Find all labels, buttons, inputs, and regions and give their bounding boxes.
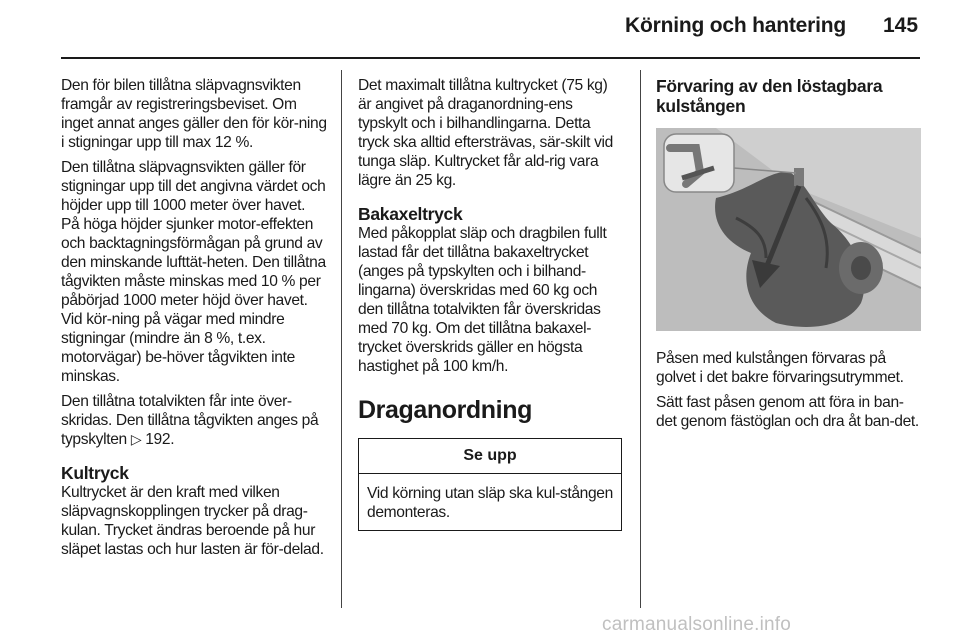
page-header-title: Körning och hantering bbox=[625, 14, 846, 37]
watermark: carmanualsonline.info bbox=[602, 614, 792, 635]
page-reference-arrow-icon: ▷ bbox=[130, 431, 142, 447]
heading-storage: Förvaring av den löstagbara kulstången bbox=[656, 76, 883, 116]
caution-text: Vid körning utan släp ska kul-stången demonteras. bbox=[367, 485, 613, 521]
column-right bbox=[656, 76, 922, 437]
column-middle bbox=[358, 76, 624, 531]
paragraph-bag-fastening: Sätt fast påsen genom att föra in ban-det genom fästöglan och dra åt ban-det. bbox=[656, 394, 919, 430]
caution-body bbox=[359, 474, 621, 530]
paragraph-altitude: Den tillåtna släpvagnsvikten gäller för stigningar upp till det angivna värdet och höjder upp till 1000 meter över havet. På höga höjder sjunker motor-effekten och backtagningsförmågan på grund av den minskande lufttät-heten. Den tillåtna tågvikten måste minskas med 10 % per påbörjad 1000 meter höjd över havet. Vid kör-ning på vägar med mindre stigningar (mindre än 8 %, t.ex. motorvägar) be-höver tågvikten inte minskas. bbox=[61, 159, 326, 385]
caution-box bbox=[358, 438, 622, 531]
section-heading-draganordning: Draganordning bbox=[358, 396, 532, 424]
paragraph-max-ball-load: Det maximalt tillåtna kultrycket (75 kg) är angivet på draganordning-ens typskylt och i bilhandlingarna. Detta tryck ska alltid eftersträvas, sär-skilt vid tunga släp. Kultrycket får ald-rig vara lägre än 25 kg. bbox=[358, 77, 613, 189]
heading-kultryck: Kultryck bbox=[61, 463, 129, 483]
paragraph-trailer-weight: Den för bilen tillåtna släpvagnsvikten framgår av registreringsbeviset. Om inget annat anges gäller den för kör-ning i stigningar upp till max 12 %. bbox=[61, 77, 327, 151]
column-left bbox=[61, 76, 327, 565]
header-divider bbox=[61, 57, 920, 59]
illustration-towbar-bag bbox=[656, 128, 921, 331]
total-weight-text: Den tillåtna totalvikten får inte över-skridas. Den tillåtna tågvikten anges på typskylten bbox=[61, 393, 319, 448]
paragraph-kultryck: Kultrycket är den kraft med vilken släpvagnskopplingen trycker på drag-kulan. Trycket ändras beroende på hur släpet lastas och hur lasten är för-delad. bbox=[61, 484, 324, 558]
heading-bakaxeltryck: Bakaxeltryck bbox=[358, 204, 463, 224]
paragraph-bag-location: Påsen med kulstången förvaras på golvet i det bakre förvaringsutrymmet. bbox=[656, 350, 904, 386]
caution-title: Se upp bbox=[359, 439, 621, 474]
paragraph-total-weight bbox=[61, 392, 327, 449]
paragraph-bakaxeltryck: Med påkopplat släp och dragbilen fullt lastad får det tillåtna bakaxeltrycket (anges på typskylten och i bilhand-lingarna) överskridas med 60 kg och den tillåtna totalvikten får överskridas med 70 kg. Om det tillåtna bakaxel-trycket överskrids gäller en högsta hastighet på 100 km/h. bbox=[358, 225, 607, 375]
column-divider-2 bbox=[640, 70, 641, 608]
page-number: 145 bbox=[883, 14, 919, 37]
page-reference-link[interactable]: 192. bbox=[145, 431, 175, 448]
column-divider-1 bbox=[341, 70, 342, 608]
